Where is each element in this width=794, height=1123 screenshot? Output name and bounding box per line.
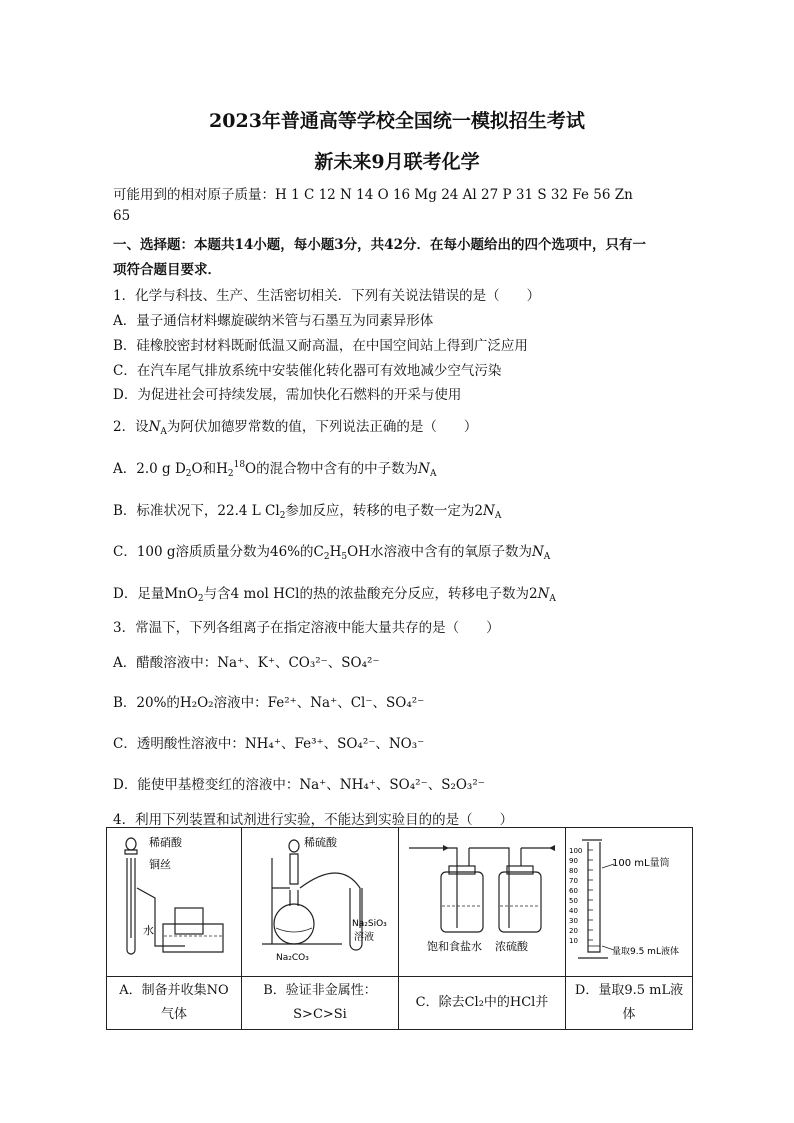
q2-c-text-c: OH水溶液中含有的氧原子数为 xyxy=(347,544,532,560)
cylinder-tick-label: 10 xyxy=(569,937,578,945)
apparatus-a-figure xyxy=(107,828,242,977)
q2-a-text-a: A．2.0 g D xyxy=(113,461,186,477)
caption-a-line1: A．制备并收集NO xyxy=(119,983,229,998)
q2-c-sub2: 5 xyxy=(341,552,348,562)
q2-a-sub2: 2 xyxy=(227,469,234,479)
exam-subtitle: 新未来9月联考化学 xyxy=(314,151,480,173)
caption-c-line1: C．除去Cl₂中的HCl并 xyxy=(415,995,549,1010)
label-measure-9-5ml: 量取9.5 mL液体 xyxy=(612,947,679,957)
apparatus-a-svg xyxy=(107,828,241,972)
q2-d-sub: 2 xyxy=(197,594,204,604)
q2-c-text-b: H xyxy=(329,544,342,560)
caption-a-line2: 气体 xyxy=(160,1007,187,1022)
q2-stem xyxy=(113,415,477,437)
caption-b xyxy=(242,977,399,1030)
q3-option-b: B．20%的H₂O₂溶液中：Fe²⁺、Na⁺、Cl⁻、SO₄²⁻ xyxy=(113,695,425,711)
cylinder-tick-label: 80 xyxy=(569,867,578,875)
cylinder-tick-label: 40 xyxy=(569,907,578,915)
q3-option-d: D．能使甲基橙变红的溶液中：Na⁺、NH₄⁺、SO₄²⁻、S₂O₃²⁻ xyxy=(113,777,485,793)
apparatus-d-svg xyxy=(566,828,692,972)
section-heading-line1: 一、选择题：本题共14小题，每小题3分，共42分．在每小题给出的四个选项中，只有一 xyxy=(113,237,646,253)
label-dilute-sulfuric-acid: 稀硫酸 xyxy=(304,836,337,849)
q2-na-subscript: A xyxy=(160,427,167,437)
label-100ml-cylinder: 100 mL量筒 xyxy=(612,858,670,869)
q4-apparatus-table xyxy=(106,827,693,1030)
atomic-masses-line1: 可能用到的相对原子质量：H 1 C 12 N 14 O 16 Mg 24 Al 27 P 31 S 32 Fe 56 Zn xyxy=(113,187,633,203)
q3-stem: 3．常温下，下列各组离子在指定溶液中能大量共存的是（ ） xyxy=(113,620,500,636)
q2-na-symbol: N xyxy=(148,419,161,435)
q2-b-na: N xyxy=(483,503,495,519)
caption-d-line2: 体 xyxy=(622,1007,636,1022)
cylinder-tick-label: 50 xyxy=(569,897,578,905)
q2-c-sub1: 2 xyxy=(323,552,330,562)
q2-c-na-sub: A xyxy=(543,552,551,562)
caption-c xyxy=(399,977,566,1030)
caption-d-line1: D．量取9.5 mL液 xyxy=(574,983,684,998)
caption-b-line2: S>C>Si xyxy=(293,1007,347,1022)
q2-a-sub1: 2 xyxy=(185,469,192,479)
q2-d-text-b: 与含4 mol HCl的热的浓盐酸充分反应，转移电子数为2 xyxy=(203,586,538,602)
label-sodium-silicate: Na₂SiO₃ xyxy=(352,919,387,929)
q1-option-a: A．量子通信材料螺旋碳纳米管与石墨互为同素异形体 xyxy=(113,313,434,329)
apparatus-d-figure xyxy=(566,828,693,977)
q2-d-na-sub: A xyxy=(549,594,556,604)
label-water: 水 xyxy=(143,924,154,937)
q2-a-na: N xyxy=(418,461,430,477)
q2-d-text-a: D．足量MnO xyxy=(113,586,198,602)
q2-a-text-b: O和H xyxy=(191,461,228,477)
caption-a xyxy=(107,977,242,1030)
label-sodium-carbonate: Na₂CO₃ xyxy=(276,953,309,963)
cylinder-tick-label: 70 xyxy=(569,877,578,885)
cylinder-tick-label: 60 xyxy=(569,887,578,895)
cylinder-tick-label: 90 xyxy=(569,857,578,865)
q1-option-b: B．硅橡胶密封材料既耐低温又耐高温，在中国空间站上得到广泛应用 xyxy=(113,338,528,354)
atomic-masses-line2: 65 xyxy=(113,208,131,224)
q2-b-sub: 2 xyxy=(279,511,286,521)
q4-stem: 4．利用下列装置和试剂进行实验，不能达到实验目的的是（ ） xyxy=(113,812,514,828)
label-dilute-nitric-acid: 稀硝酸 xyxy=(149,836,182,849)
apparatus-c-svg xyxy=(399,828,565,972)
apparatus-b-svg xyxy=(242,828,398,972)
q2-c-na: N xyxy=(531,544,544,560)
q2-b-na-sub: A xyxy=(494,511,502,521)
q3-option-a: A．醋酸溶液中：Na⁺、K⁺、CO₃²⁻、SO₄²⁻ xyxy=(113,655,380,671)
caption-b-line1: B．验证非金属性： xyxy=(263,983,377,998)
label-copper-wire: 铜丝 xyxy=(149,858,171,871)
label-solution: 溶液 xyxy=(354,932,374,943)
q2-a-sup18: 18 xyxy=(233,460,246,470)
apparatus-b-figure xyxy=(242,828,399,977)
q2-option-d xyxy=(113,582,556,604)
label-saturated-brine: 饱和食盐水 xyxy=(427,940,482,953)
q2-option-b xyxy=(113,499,501,521)
q2-b-text-a: B．标准状况下，22.4 L Cl xyxy=(113,503,280,519)
q2-a-text-c: O的混合物中含有的中子数为 xyxy=(245,461,419,477)
q2-a-na-sub: A xyxy=(429,469,437,479)
section-heading-line2: 项符合题目要求． xyxy=(113,262,221,278)
q2-stem-text-a: 2．设 xyxy=(113,419,149,435)
q3-option-c: C．透明酸性溶液中：NH₄⁺、Fe³⁺、SO₄²⁻、NO₃⁻ xyxy=(113,736,425,752)
caption-d xyxy=(566,977,693,1030)
cylinder-tick-label: 30 xyxy=(569,917,578,925)
q1-stem: 1．化学与科技、生产、生活密切相关．下列有关说法错误的是（ ） xyxy=(113,288,541,304)
q1-option-c: C．在汽车尾气排放系统中安装催化转化器可有效地减少空气污染 xyxy=(113,363,502,379)
cylinder-tick-label: 20 xyxy=(569,927,578,935)
q1-option-d: D．为促进社会可持续发展，需加快化石燃料的开采与使用 xyxy=(113,387,462,403)
q2-d-na: N xyxy=(537,586,550,602)
apparatus-c-figure xyxy=(399,828,566,977)
cylinder-tick-label: 100 xyxy=(569,847,583,855)
q2-option-c xyxy=(113,540,550,562)
exam-title: 2023年普通高等学校全国统一模拟招生考试 xyxy=(209,110,585,132)
q2-b-text-b: 参加反应，转移的电子数一定为2 xyxy=(285,503,484,519)
q2-option-a xyxy=(113,457,436,479)
q2-stem-text-b: 为阿伏加德罗常数的值，下列说法正确的是（ ） xyxy=(166,419,478,435)
q2-c-text-a: C．100 g溶质质量分数为46%的C xyxy=(113,544,324,560)
label-conc-sulfuric-acid: 浓硫酸 xyxy=(495,940,528,953)
